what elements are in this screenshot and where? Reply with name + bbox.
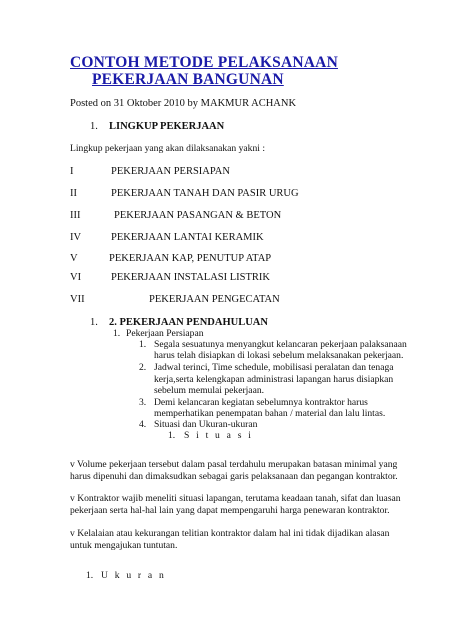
scope-item-number: VI (70, 272, 82, 283)
ukuran-heading: U k u r a n (101, 570, 166, 581)
prep-item-text: Jadwal terinci, Time schedule, mobilisasi peralatan dan tenaga (154, 362, 394, 373)
prep-item-number: 3. (139, 397, 147, 408)
scope-item-label: PEKERJAAN PERSIAPAN (111, 166, 230, 177)
document-title-line1: CONTOH METODE PELAKSANAAN (70, 54, 338, 71)
scope-item-label: PEKERJAAN LANTAI KERAMIK (111, 232, 264, 243)
scope-item-number: II (70, 188, 77, 199)
document-title-line2: PEKERJAAN BANGUNAN (92, 71, 284, 88)
intro-text: Lingkup pekerjaan yang akan dilaksanakan yakni : (70, 143, 266, 154)
prep-item-text: Demi kelancaran kegiatan sebelumnya kontraktor harus (154, 397, 368, 408)
posted-line: Posted on 31 Oktober 2010 by MAKMUR ACHANK (70, 98, 297, 109)
scope-item-label: PEKERJAAN KAP, PENUTUP ATAP (109, 253, 272, 264)
prep-item-number: 1. (139, 339, 147, 350)
paragraph-line: v Kontraktor wajib meneliti situasi lapangan, terutama keadaan tanah, sifat dan luasan (70, 493, 401, 504)
prep-item-number: 4. (139, 419, 147, 430)
scope-item-label: PEKERJAAN INSTALASI LISTRIK (111, 272, 270, 283)
scope-item-label: PEKERJAAN TANAH DAN PASIR URUG (111, 188, 299, 199)
scope-item-number: V (70, 253, 78, 264)
scope-item-number: III (70, 210, 81, 221)
prep-item-number: 2. (139, 362, 147, 373)
section2-heading: 2. PEKERJAAN PENDAHULUAN (109, 317, 268, 328)
scope-item-number: VII (70, 294, 85, 305)
scope-item-number: IV (70, 232, 82, 243)
prep-item-text: sebelum memulai pekerjaan. (154, 385, 265, 396)
scope-item-label: PEKERJAAN PASANGAN & BETON (114, 210, 282, 221)
paragraph-line: untuk mengajukan tuntutan. (70, 540, 178, 551)
sub-heading: Pekerjaan Persiapan (126, 328, 204, 339)
ukuran-number: 1. (86, 570, 94, 581)
scope-item-label: PEKERJAAN PENGECATAN (149, 294, 280, 305)
scope-item-number: I (70, 166, 74, 177)
paragraph-line: v Volume pekerjaan tersebut dalam pasal terdahulu merupakan batasan minimal yang (70, 459, 398, 470)
prep-item-text: Segala sesuatunya menyangkut kelancaran pekerjaan palaksanaan (154, 339, 407, 350)
paragraph-line: pekerjaan serta hal-hal lain yang dapat mempengaruhi harga penewaran kontraktor. (70, 505, 390, 516)
prep-item-text: harus telah disiapkan di lokasi sebelum melaksanakan pekerjaan. (154, 350, 404, 361)
situasi-number: 1. (168, 430, 176, 441)
sub-number: 1. (113, 328, 121, 339)
prep-item-text: kerja,serta kelengkapan administrasi lapangan harus disiapkan (154, 374, 394, 385)
paragraph-line: v Kelalaian atau kekurangan telitian kontraktor dalam hal ini tidak dijadikan alasan (70, 528, 390, 539)
section2-number: 1. (90, 317, 98, 328)
paragraph-line: harus dipenuhi dan dimaksudkan sebagai garis pelaksanaan dan pegangan kontraktor. (70, 471, 398, 482)
prep-item-text: memperhatikan penempatan bahan / material dan lalu lintas. (154, 408, 386, 419)
situasi-heading: S i t u a s i (184, 430, 254, 441)
prep-item-text: Situasi dan Ukuran-ukuran (154, 419, 258, 430)
section1-heading: LINGKUP PEKERJAAN (109, 121, 225, 132)
section1-number: 1. (90, 121, 98, 132)
